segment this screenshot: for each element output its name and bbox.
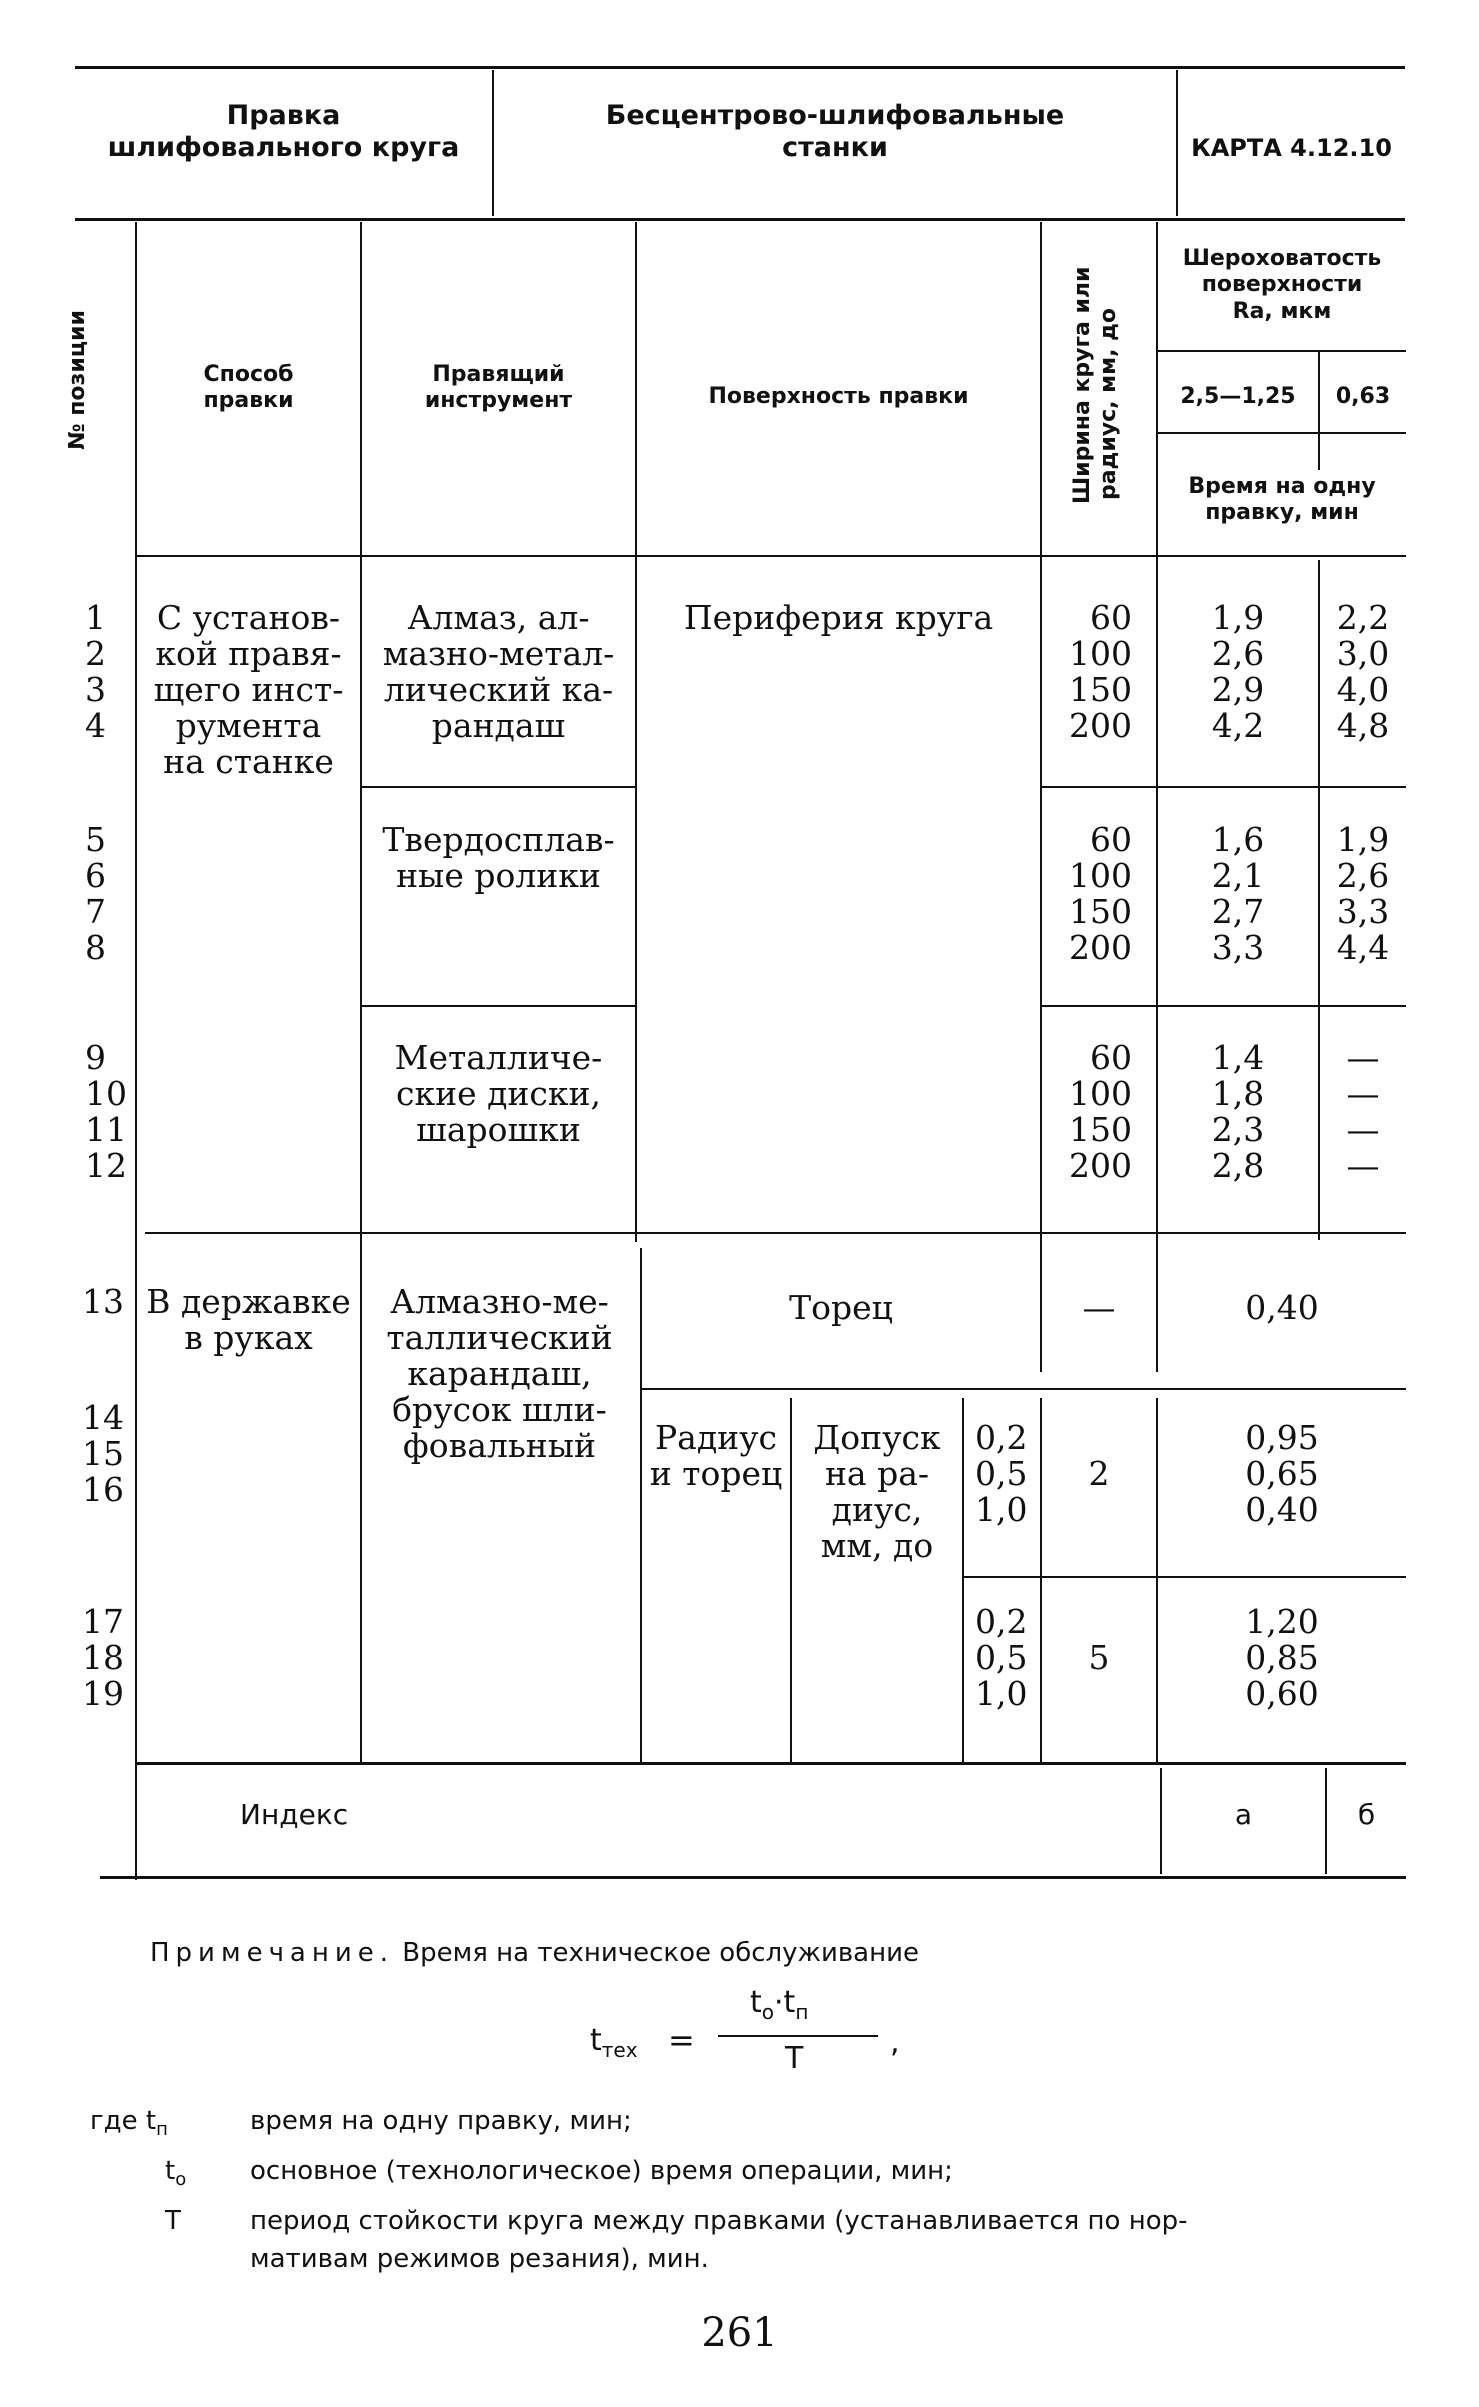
column-header-width: Ширина круга или радиус, мм, до	[1070, 266, 1122, 504]
column-header-roughness: Шероховатость поверхности Ra, мкм	[1182, 246, 1382, 324]
time-a-group-2: 1,6 2,1 2,7 3,3	[1211, 820, 1265, 967]
tool-diamond-pencil: Алмаз, ал- мазно-метал- лический ка- рандаш	[382, 598, 615, 745]
surface-face: Торец	[789, 1288, 893, 1327]
method-hand-held: В державке в руках	[146, 1282, 351, 1357]
formula-numerator: $t_о\cdot t_п$	[750, 1985, 809, 2024]
header-bottom-rule	[75, 218, 1405, 221]
grid-h-head-bottom	[135, 555, 1406, 557]
positions-group-3: 9 10 11 12	[85, 1038, 127, 1185]
width-group-2: 60 100 150 200	[1069, 820, 1132, 967]
note-def-4: мативам режимов резания), мин.	[250, 2244, 709, 2274]
grid-h-roughness	[1156, 350, 1406, 352]
header-middle-title: Бесцентрово-шлифовальные станки	[605, 100, 1065, 164]
formula-lhs: $t_{тех}$	[590, 2023, 638, 2062]
time-row13: 0,40	[1245, 1288, 1319, 1327]
width-group-1: 60 100 150 200	[1069, 598, 1132, 745]
grid-v-surface	[1040, 222, 1042, 1372]
grid-h-table-bottom	[100, 1876, 1406, 1879]
grid-h-row13	[640, 1388, 1406, 1390]
column-header-ra2: 0,63	[1335, 384, 1391, 409]
grid-v-method	[360, 222, 362, 1762]
time-b-group-2: 1,9 2,6 3,3 4,4	[1336, 820, 1390, 967]
grid-v-pos	[135, 222, 137, 1880]
formula	[590, 1985, 910, 2095]
width-r2: 2	[1088, 1454, 1110, 1493]
note-def-1: где $t_п$ время на одну правку, мин;	[90, 2106, 632, 2141]
tool-diamond-metal-pencil: Алмазно-ме- таллический карандаш, брусок шли- фовальный	[386, 1282, 613, 1465]
positions-group-r5: 17 18 19	[82, 1602, 124, 1713]
surface-radius-face: Радиус и торец	[649, 1418, 783, 1493]
time-a-group-1: 1,9 2,6 2,9 4,2	[1211, 598, 1265, 745]
grid-h-g2	[360, 1005, 635, 1007]
surface-tolerance: Допуск на ра- диус, мм, до	[813, 1418, 941, 1565]
grid-h-g2r	[1040, 1005, 1406, 1007]
note-def-3: T период стойкости круга между правками (устанавливается по нор-	[165, 2206, 1188, 2236]
width-r5: 5	[1088, 1638, 1110, 1677]
formula-fraction-bar	[718, 2035, 878, 2037]
grid-v-tool	[635, 222, 637, 1242]
grid-h-g3	[145, 1232, 1406, 1234]
grid-h-g1r	[1040, 786, 1406, 788]
tolerance-values-r5: 0,2 0,5 1,0	[975, 1602, 1028, 1713]
tool-carbide-rollers: Твердосплав- ные ролики	[382, 820, 615, 895]
positions-group-r2: 14 15 16	[82, 1398, 124, 1509]
column-header-surface: Поверхность правки	[708, 384, 969, 409]
width-row13: —	[1082, 1288, 1116, 1327]
formula-comma: ,	[890, 2025, 900, 2060]
positions-group-1: 1 2 3 4	[85, 598, 106, 745]
grid-h-r2	[962, 1576, 1406, 1578]
position-13: 13	[82, 1282, 124, 1321]
index-b: б	[1357, 1798, 1376, 1831]
grid-h-body-bottom	[135, 1762, 1406, 1765]
formula-equals: =	[668, 2021, 695, 2059]
tolerance-values-r2: 0,2 0,5 1,0	[975, 1418, 1028, 1529]
time-r5: 1,20 0,85 0,60	[1245, 1602, 1319, 1713]
method-machine-mounted: С установ- кой правя- щего инст- румента на станке	[153, 598, 344, 781]
index-a: а	[1234, 1798, 1253, 1831]
width-group-3: 60 100 150 200	[1069, 1038, 1132, 1185]
column-header-method: Способ правки	[203, 362, 294, 414]
column-header-tool: Правящий инструмент	[424, 362, 573, 414]
tool-metal-discs: Металличе- ские диски, шарошки	[394, 1038, 603, 1149]
column-header-pos: № позиции	[65, 310, 90, 450]
positions-group-2: 5 6 7 8	[85, 820, 106, 967]
formula-denominator: T	[785, 2041, 804, 2076]
card-number: КАРТА 4.12.10	[1191, 134, 1392, 162]
top-rule	[75, 66, 1405, 69]
index-label: Индекс	[240, 1798, 349, 1831]
grid-v-width-lower	[1040, 1398, 1042, 1762]
time-r2: 0,95 0,65 0,40	[1245, 1418, 1319, 1529]
header-left-title: Правка шлифовального круга	[107, 100, 460, 164]
grid-h-ra	[1156, 432, 1406, 434]
column-header-ra1: 2,5—1,25	[1180, 384, 1296, 409]
surface-periphery: Периферия круга	[683, 598, 994, 637]
grid-h-g1	[360, 786, 635, 788]
time-b-group-3: — — — —	[1346, 1038, 1380, 1185]
note-heading: Примечание. Время на техническое обслуживание	[150, 1938, 919, 1968]
page-number: 261	[701, 2310, 778, 2356]
note-def-2: $t_о$ основное (технологическое) время операции, мин;	[165, 2156, 953, 2191]
time-b-group-1: 2,2 3,0 4,0 4,8	[1336, 598, 1390, 745]
time-a-group-3: 1,4 1,8 2,3 2,8	[1211, 1038, 1265, 1185]
column-header-time: Время на одну правку, мин	[1188, 474, 1376, 526]
grid-v-tol	[962, 1398, 964, 1762]
